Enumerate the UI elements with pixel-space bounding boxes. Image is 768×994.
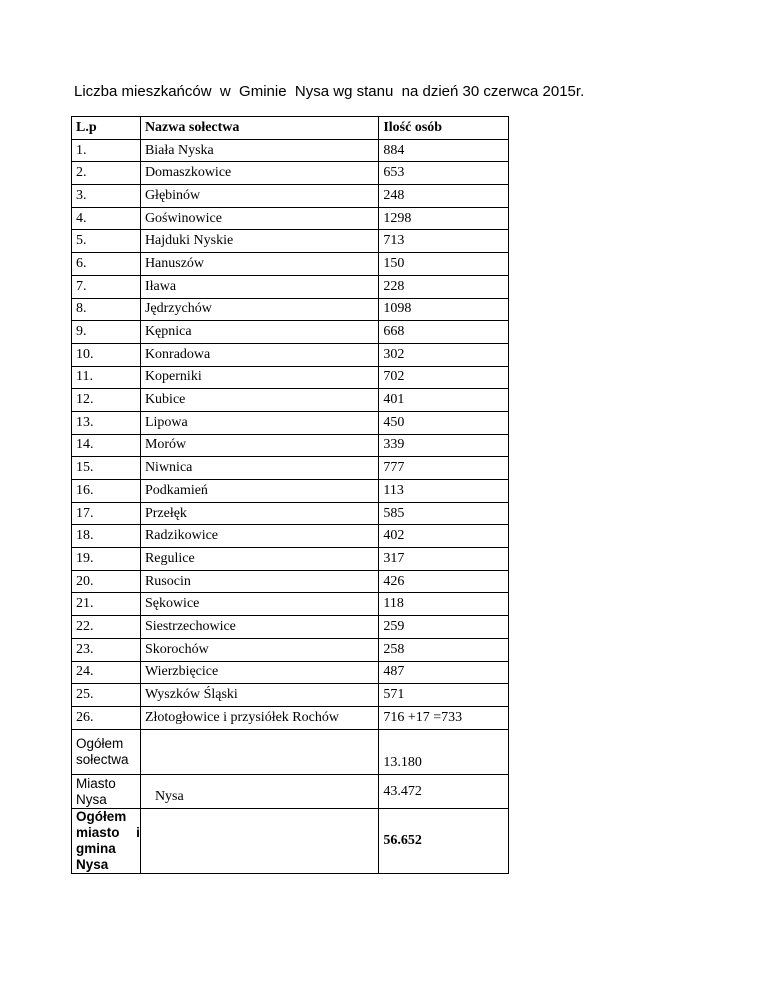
table-row xyxy=(72,253,509,276)
cell-lp: 16. xyxy=(72,480,141,503)
summary-row-total xyxy=(72,808,509,873)
table-row xyxy=(72,570,509,593)
cell-lp: 2. xyxy=(72,162,141,185)
table-row xyxy=(72,343,509,366)
cell-count: 401 xyxy=(379,389,509,412)
table-row xyxy=(72,139,509,162)
table-row xyxy=(72,230,509,253)
summary-solectwa-value: 13.180 xyxy=(379,729,509,775)
cell-lp: 10. xyxy=(72,343,141,366)
table-row xyxy=(72,525,509,548)
cell-name: Kubice xyxy=(140,389,378,412)
cell-name: Złotogłowice i przysiółek Rochów xyxy=(140,706,378,729)
cell-lp: 23. xyxy=(72,638,141,661)
summary-row-solectwa xyxy=(72,729,509,775)
table-row xyxy=(72,638,509,661)
table-row xyxy=(72,185,509,208)
cell-lp: 1. xyxy=(72,139,141,162)
summary-miasto-label: Miasto Nysa xyxy=(72,775,141,809)
table-row xyxy=(72,207,509,230)
table-row xyxy=(72,684,509,707)
cell-lp: 3. xyxy=(72,185,141,208)
table-row xyxy=(72,706,509,729)
cell-name: Morów xyxy=(140,434,378,457)
cell-name: Hanuszów xyxy=(140,253,378,276)
table-header-row xyxy=(72,117,509,140)
cell-name: Wierzbięcice xyxy=(140,661,378,684)
cell-lp: 9. xyxy=(72,321,141,344)
summary-row-miasto xyxy=(72,775,509,809)
cell-count: 668 xyxy=(379,321,509,344)
cell-count: 450 xyxy=(379,411,509,434)
cell-name: Domaszkowice xyxy=(140,162,378,185)
cell-count: 571 xyxy=(379,684,509,707)
cell-count: 302 xyxy=(379,343,509,366)
cell-count: 426 xyxy=(379,570,509,593)
cell-name: Skorochów xyxy=(140,638,378,661)
population-table xyxy=(71,116,509,874)
cell-lp: 24. xyxy=(72,661,141,684)
cell-lp: 13. xyxy=(72,411,141,434)
table-row xyxy=(72,593,509,616)
cell-name: Koperniki xyxy=(140,366,378,389)
cell-name: Rusocin xyxy=(140,570,378,593)
table-row xyxy=(72,275,509,298)
cell-count: 228 xyxy=(379,275,509,298)
cell-lp: 17. xyxy=(72,502,141,525)
cell-name: Goświnowice xyxy=(140,207,378,230)
summary-miasto-name: Nysa xyxy=(140,775,378,809)
cell-lp: 12. xyxy=(72,389,141,412)
cell-count: 702 xyxy=(379,366,509,389)
cell-name: Sękowice xyxy=(140,593,378,616)
table-row xyxy=(72,366,509,389)
cell-count: 713 xyxy=(379,230,509,253)
cell-lp: 20. xyxy=(72,570,141,593)
cell-name: Podkamień xyxy=(140,480,378,503)
header-lp: L.p xyxy=(72,117,141,140)
summary-total-empty xyxy=(140,808,378,873)
cell-count: 1298 xyxy=(379,207,509,230)
cell-lp: 7. xyxy=(72,275,141,298)
cell-name: Regulice xyxy=(140,548,378,571)
cell-name: Lipowa xyxy=(140,411,378,434)
cell-lp: 25. xyxy=(72,684,141,707)
cell-count: 716 +17 =733 xyxy=(379,706,509,729)
cell-name: Radzikowice xyxy=(140,525,378,548)
cell-lp: 6. xyxy=(72,253,141,276)
cell-name: Iława xyxy=(140,275,378,298)
summary-solectwa-label: Ogółem sołectwa xyxy=(72,729,141,775)
cell-lp: 11. xyxy=(72,366,141,389)
cell-lp: 26. xyxy=(72,706,141,729)
cell-count: 585 xyxy=(379,502,509,525)
header-name: Nazwa sołectwa xyxy=(140,117,378,140)
cell-count: 118 xyxy=(379,593,509,616)
cell-name: Niwnica xyxy=(140,457,378,480)
cell-count: 487 xyxy=(379,661,509,684)
table-row xyxy=(72,480,509,503)
cell-lp: 15. xyxy=(72,457,141,480)
cell-name: Siestrzechowice xyxy=(140,616,378,639)
table-row xyxy=(72,411,509,434)
cell-count: 113 xyxy=(379,480,509,503)
cell-name: Kępnica xyxy=(140,321,378,344)
cell-lp: 8. xyxy=(72,298,141,321)
cell-count: 402 xyxy=(379,525,509,548)
table-row xyxy=(72,457,509,480)
table-body xyxy=(72,117,509,730)
table-row xyxy=(72,321,509,344)
cell-lp: 14. xyxy=(72,434,141,457)
cell-name: Konradowa xyxy=(140,343,378,366)
cell-count: 1098 xyxy=(379,298,509,321)
cell-name: Jędrzychów xyxy=(140,298,378,321)
cell-lp: 22. xyxy=(72,616,141,639)
cell-name: Wyszków Śląski xyxy=(140,684,378,707)
cell-count: 248 xyxy=(379,185,509,208)
cell-name: Hajduki Nyskie xyxy=(140,230,378,253)
cell-lp: 5. xyxy=(72,230,141,253)
page-title: Liczba mieszkańców w Gminie Nysa wg stanu na dzień 30 czerwca 2015r. xyxy=(74,83,585,100)
cell-count: 884 xyxy=(379,139,509,162)
cell-count: 317 xyxy=(379,548,509,571)
cell-count: 777 xyxy=(379,457,509,480)
table-row xyxy=(72,502,509,525)
table-row xyxy=(72,548,509,571)
cell-name: Głębinów xyxy=(140,185,378,208)
cell-lp: 18. xyxy=(72,525,141,548)
summary-section xyxy=(72,729,509,873)
summary-total-value: 56.652 xyxy=(379,808,509,873)
cell-lp: 19. xyxy=(72,548,141,571)
summary-solectwa-empty xyxy=(140,729,378,775)
cell-count: 339 xyxy=(379,434,509,457)
cell-lp: 4. xyxy=(72,207,141,230)
cell-count: 150 xyxy=(379,253,509,276)
table-row xyxy=(72,298,509,321)
summary-miasto-value: 43.472 xyxy=(379,775,509,809)
table-row xyxy=(72,389,509,412)
table-row xyxy=(72,162,509,185)
table-row xyxy=(72,434,509,457)
header-count: Ilość osób xyxy=(379,117,509,140)
table-row xyxy=(72,616,509,639)
summary-total-label: Ogółem miasto i gmina Nysa xyxy=(72,808,141,873)
table-row xyxy=(72,661,509,684)
cell-count: 259 xyxy=(379,616,509,639)
cell-name: Biała Nyska xyxy=(140,139,378,162)
cell-lp: 21. xyxy=(72,593,141,616)
cell-name: Przełęk xyxy=(140,502,378,525)
cell-count: 258 xyxy=(379,638,509,661)
cell-count: 653 xyxy=(379,162,509,185)
